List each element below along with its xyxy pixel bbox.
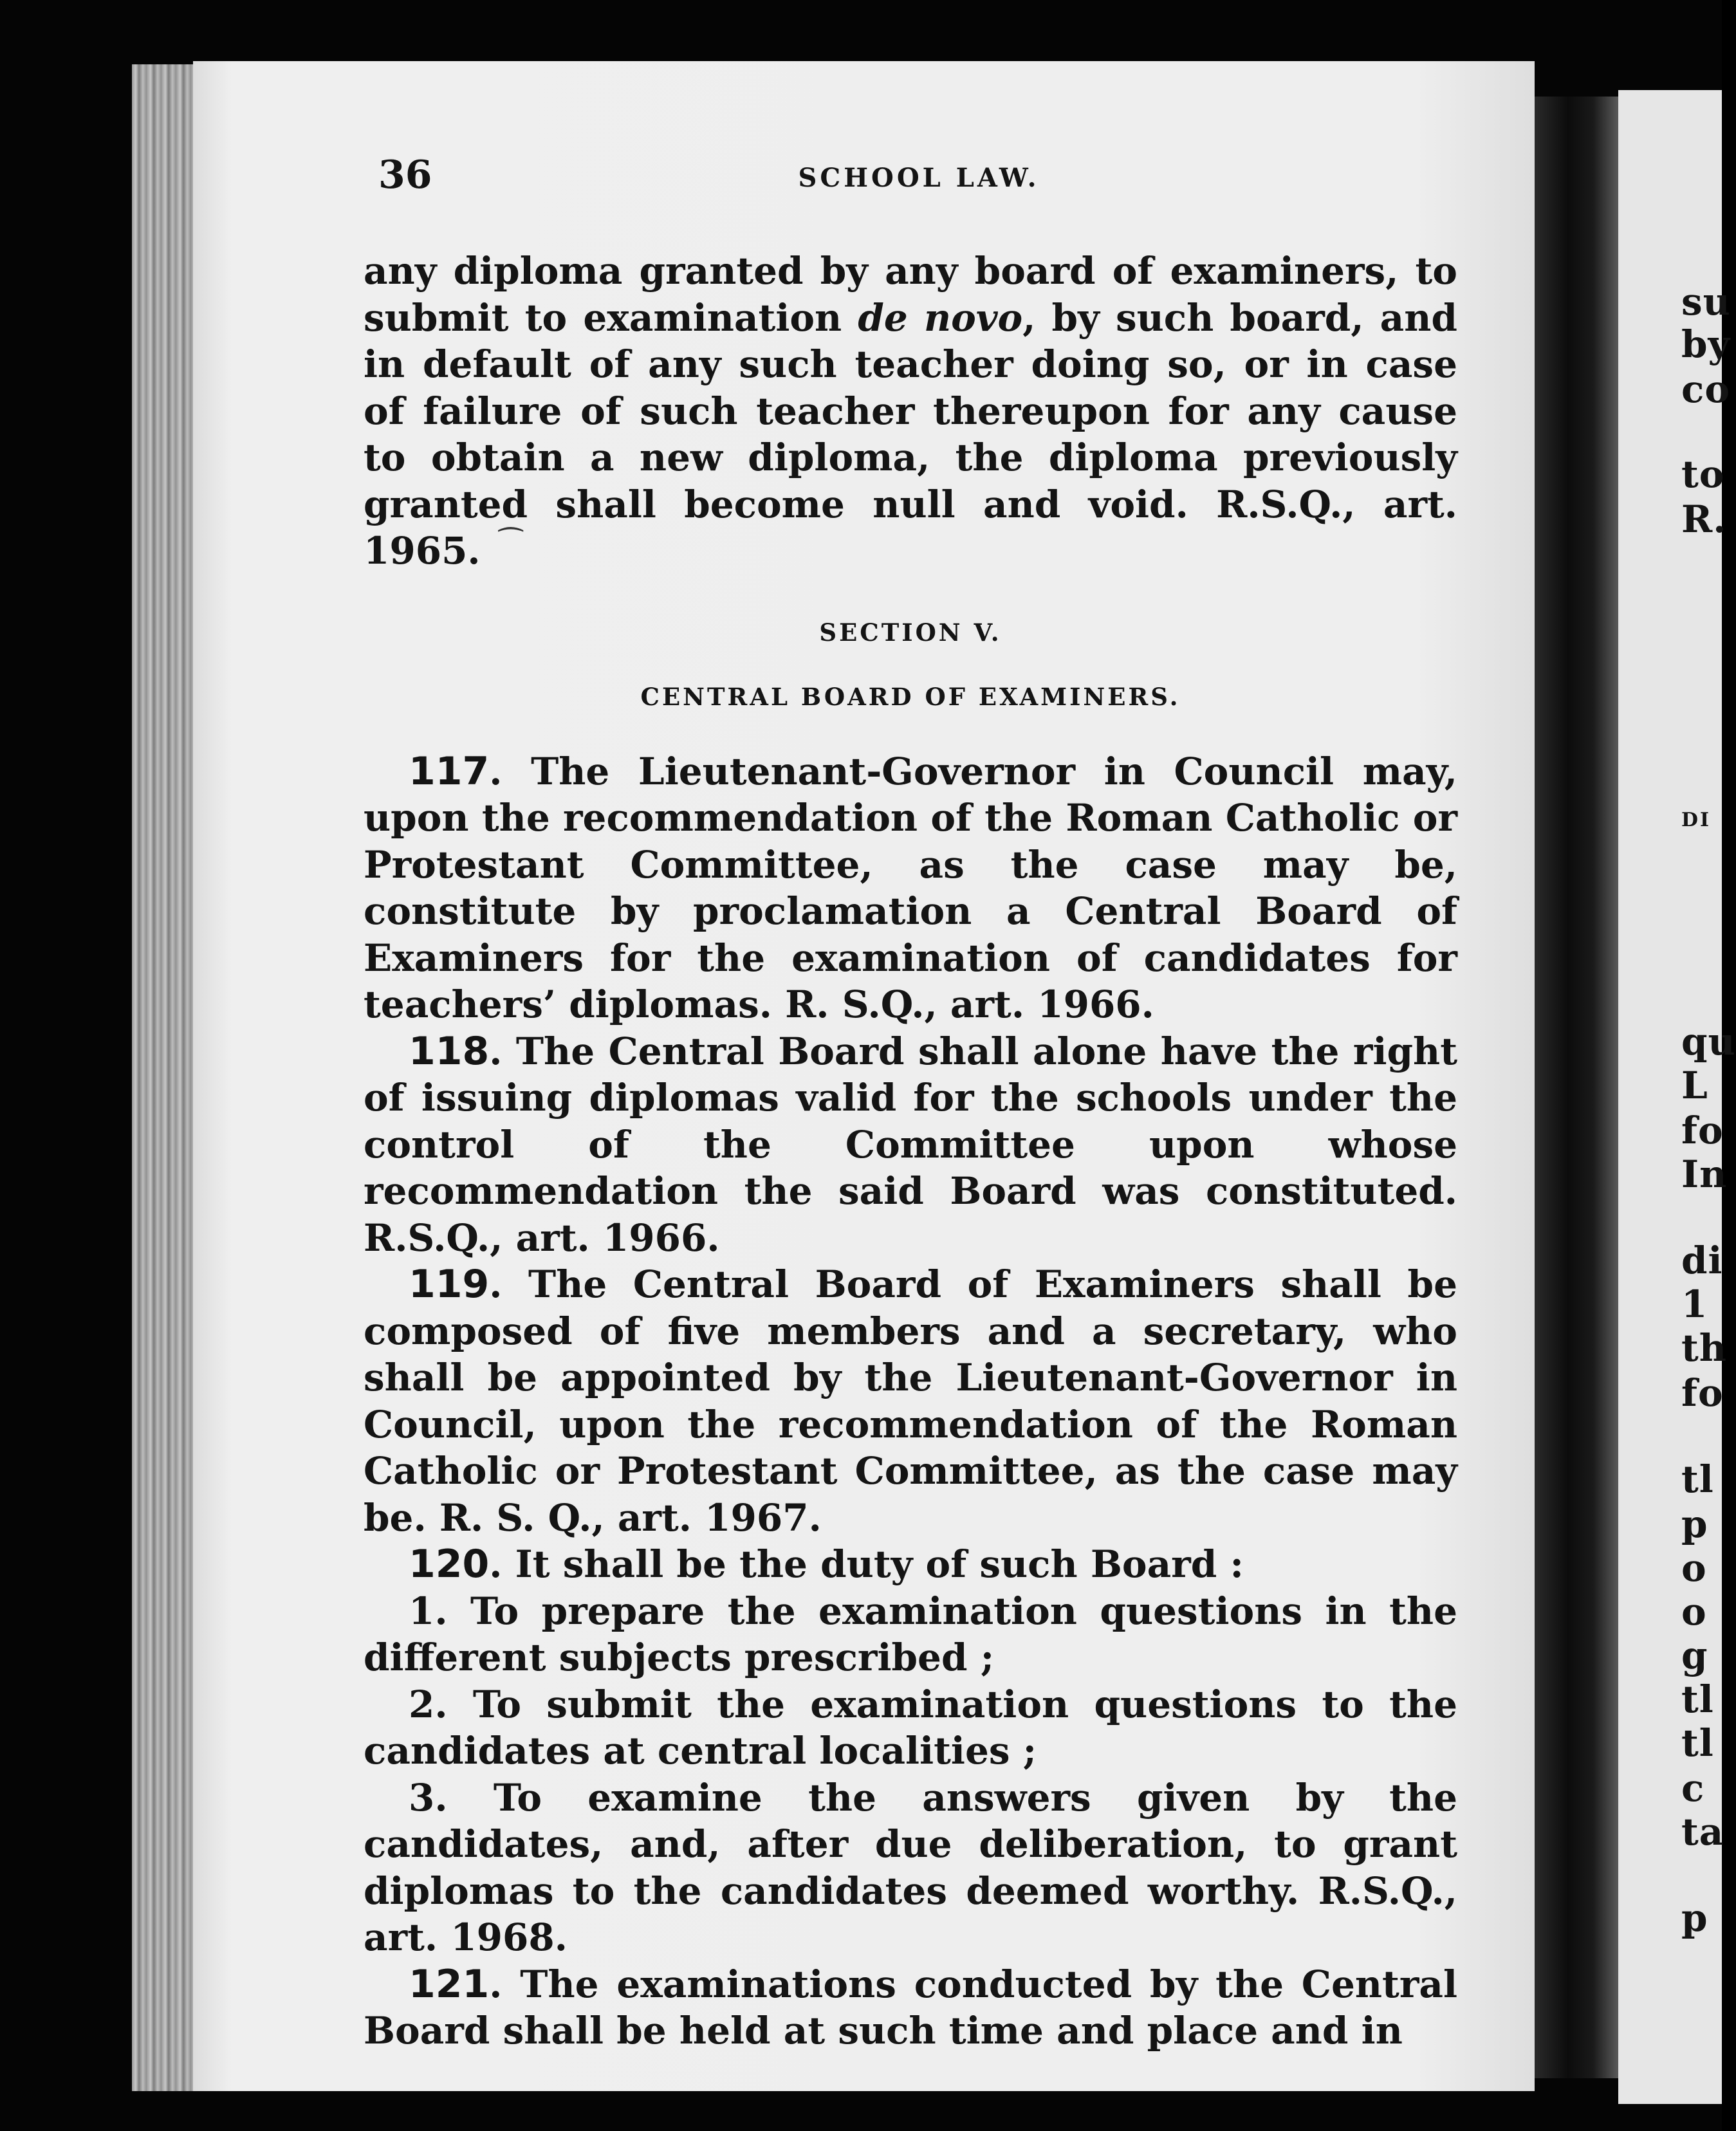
next-page-fragment: tl [1681, 1677, 1714, 1721]
article-number: 121 [409, 1961, 490, 2007]
next-page-fragment: p [1681, 1502, 1708, 1546]
next-page-fragment: fo [1681, 1371, 1724, 1415]
page-edge-stack [132, 64, 199, 2091]
next-page-fragment: In [1681, 1152, 1728, 1196]
page-number: 36 [378, 152, 432, 198]
next-page-fragment: p [1681, 1896, 1708, 1940]
next-page-fragment: o [1681, 1590, 1707, 1634]
latin-phrase: de novo [858, 295, 1023, 340]
section-heading: SECTION V. [819, 618, 1002, 647]
continuation-paragraph [364, 248, 1457, 575]
running-head [378, 152, 1459, 204]
next-page-fragment: di [1681, 1239, 1723, 1282]
next-page-fragment: 1 [1681, 1282, 1708, 1326]
duty-item: 1. To prepare the examination questions in the different subjects prescribed ; [364, 1589, 1457, 1679]
stray-mark: ⁀ [499, 528, 522, 560]
next-page-fragment: tl [1681, 1721, 1714, 1765]
book-gutter [1535, 97, 1618, 2078]
article-121: 121. The examinations conducted by the Central Board shall be held at such time and place and in [364, 1961, 1457, 2053]
article-text: It shall be the duty of such Board : [515, 1542, 1244, 1586]
article-number: 120 [409, 1542, 490, 1587]
next-page-fragment: by [1681, 322, 1731, 366]
article-118: 118. The Central Board shall alone have the right of issuing diplomas valid for the schools under the control of the Committee upon whose recommendation the said Board was constituted. R.S.Q., art. 1966. [364, 1028, 1457, 1260]
next-page-fragment: tl [1681, 1457, 1714, 1501]
duty-item: 2. To submit the examination questions to the candidates at central localities ; [364, 1682, 1457, 1773]
next-page-fragment: R. [1681, 497, 1727, 541]
article-number: 118 [409, 1028, 490, 1074]
next-page-fragment: su [1681, 280, 1731, 324]
running-head-title: SCHOOL LAW. [798, 163, 1040, 193]
text-column [364, 248, 1457, 2054]
section-title: CENTRAL BOARD OF EXAMINERS. [640, 682, 1181, 711]
continuation-text: any diploma granted by any board of examiners, to submit to examination [364, 249, 1457, 340]
next-page-fragment: qu [1681, 1020, 1736, 1064]
next-page-fragment: co [1681, 367, 1731, 411]
article-number: 117 [409, 748, 490, 794]
next-page-fragment: to [1681, 452, 1725, 496]
next-page-edge [1618, 90, 1736, 2104]
article-text: The examinations conducted by the Central Board shall be held at such time and place and in [364, 1962, 1457, 2053]
continuation-text-end: , by such board, and in default of any such teacher doing so, or in case of failure of such teacher thereupon for any cause to obtain a new diploma, the diploma previously granted shall become null and void. R.S.Q., art. 1965. [364, 295, 1457, 573]
article-text: The Lieutenant-Governor in Council may, upon the recommendation of the Roman Catholic or Protestant Committee, as the case may be, constitute by proclamation a Central Board of Examiners for the examination of candidates for teachers’ diplomas. R. S.Q., art. 1966. [364, 749, 1458, 1026]
next-page-fragment: ta [1681, 1810, 1724, 1854]
next-page-fragment: DI [1681, 809, 1712, 831]
next-page-fragment: g [1681, 1634, 1708, 1677]
next-page-fragment: c [1681, 1766, 1705, 1810]
next-page-fragment: L [1681, 1064, 1708, 1107]
article-119: 119. The Central Board of Examiners shall be composed of five members and a secretary, who shall be appointed by the Lieutenant-Governor in Council, upon the recommendation of the Roman Catholic or Protestant Committee, as the case may be. R. S. Q., art. 1967. [364, 1262, 1457, 1540]
next-page-fragment: fo [1681, 1109, 1724, 1152]
article-number: 119 [409, 1262, 490, 1307]
article-text: The Central Board of Examiners shall be composed of five members and a secretary, who shall be appointed by the Lieutenant-Governor in Council, upon the recommendation of the Roman Catholic or Protestant Committee, as the case may be. R. S. Q., art. 1967. [364, 1262, 1457, 1540]
article-text: The Central Board shall alone have the right of issuing diplomas valid for the schools under the control of the Committee upon whose recommendation the said Board was constituted. R.S.Q., art. 1966. [364, 1029, 1457, 1260]
article-117: 117. The Lieutenant-Governor in Council may, upon the recommendation of the Roman Catholic or Protestant Committee, as the case may be, constitute by proclamation a Central Board of Examiners for the examination of candidates for teachers’ diplomas. R. S.Q., art. 1966. [364, 748, 1458, 1026]
duty-item: 3. To examine the answers given by the candidates, and, after due deliberation, to grant diplomas to the candidates deemed worthy. R.S.Q., art. 1968. [364, 1775, 1457, 1959]
next-page-fragment: o [1681, 1546, 1707, 1590]
article-120: 120. It shall be the duty of such Board : [409, 1542, 1244, 1587]
next-page-fragment: th [1681, 1326, 1727, 1370]
